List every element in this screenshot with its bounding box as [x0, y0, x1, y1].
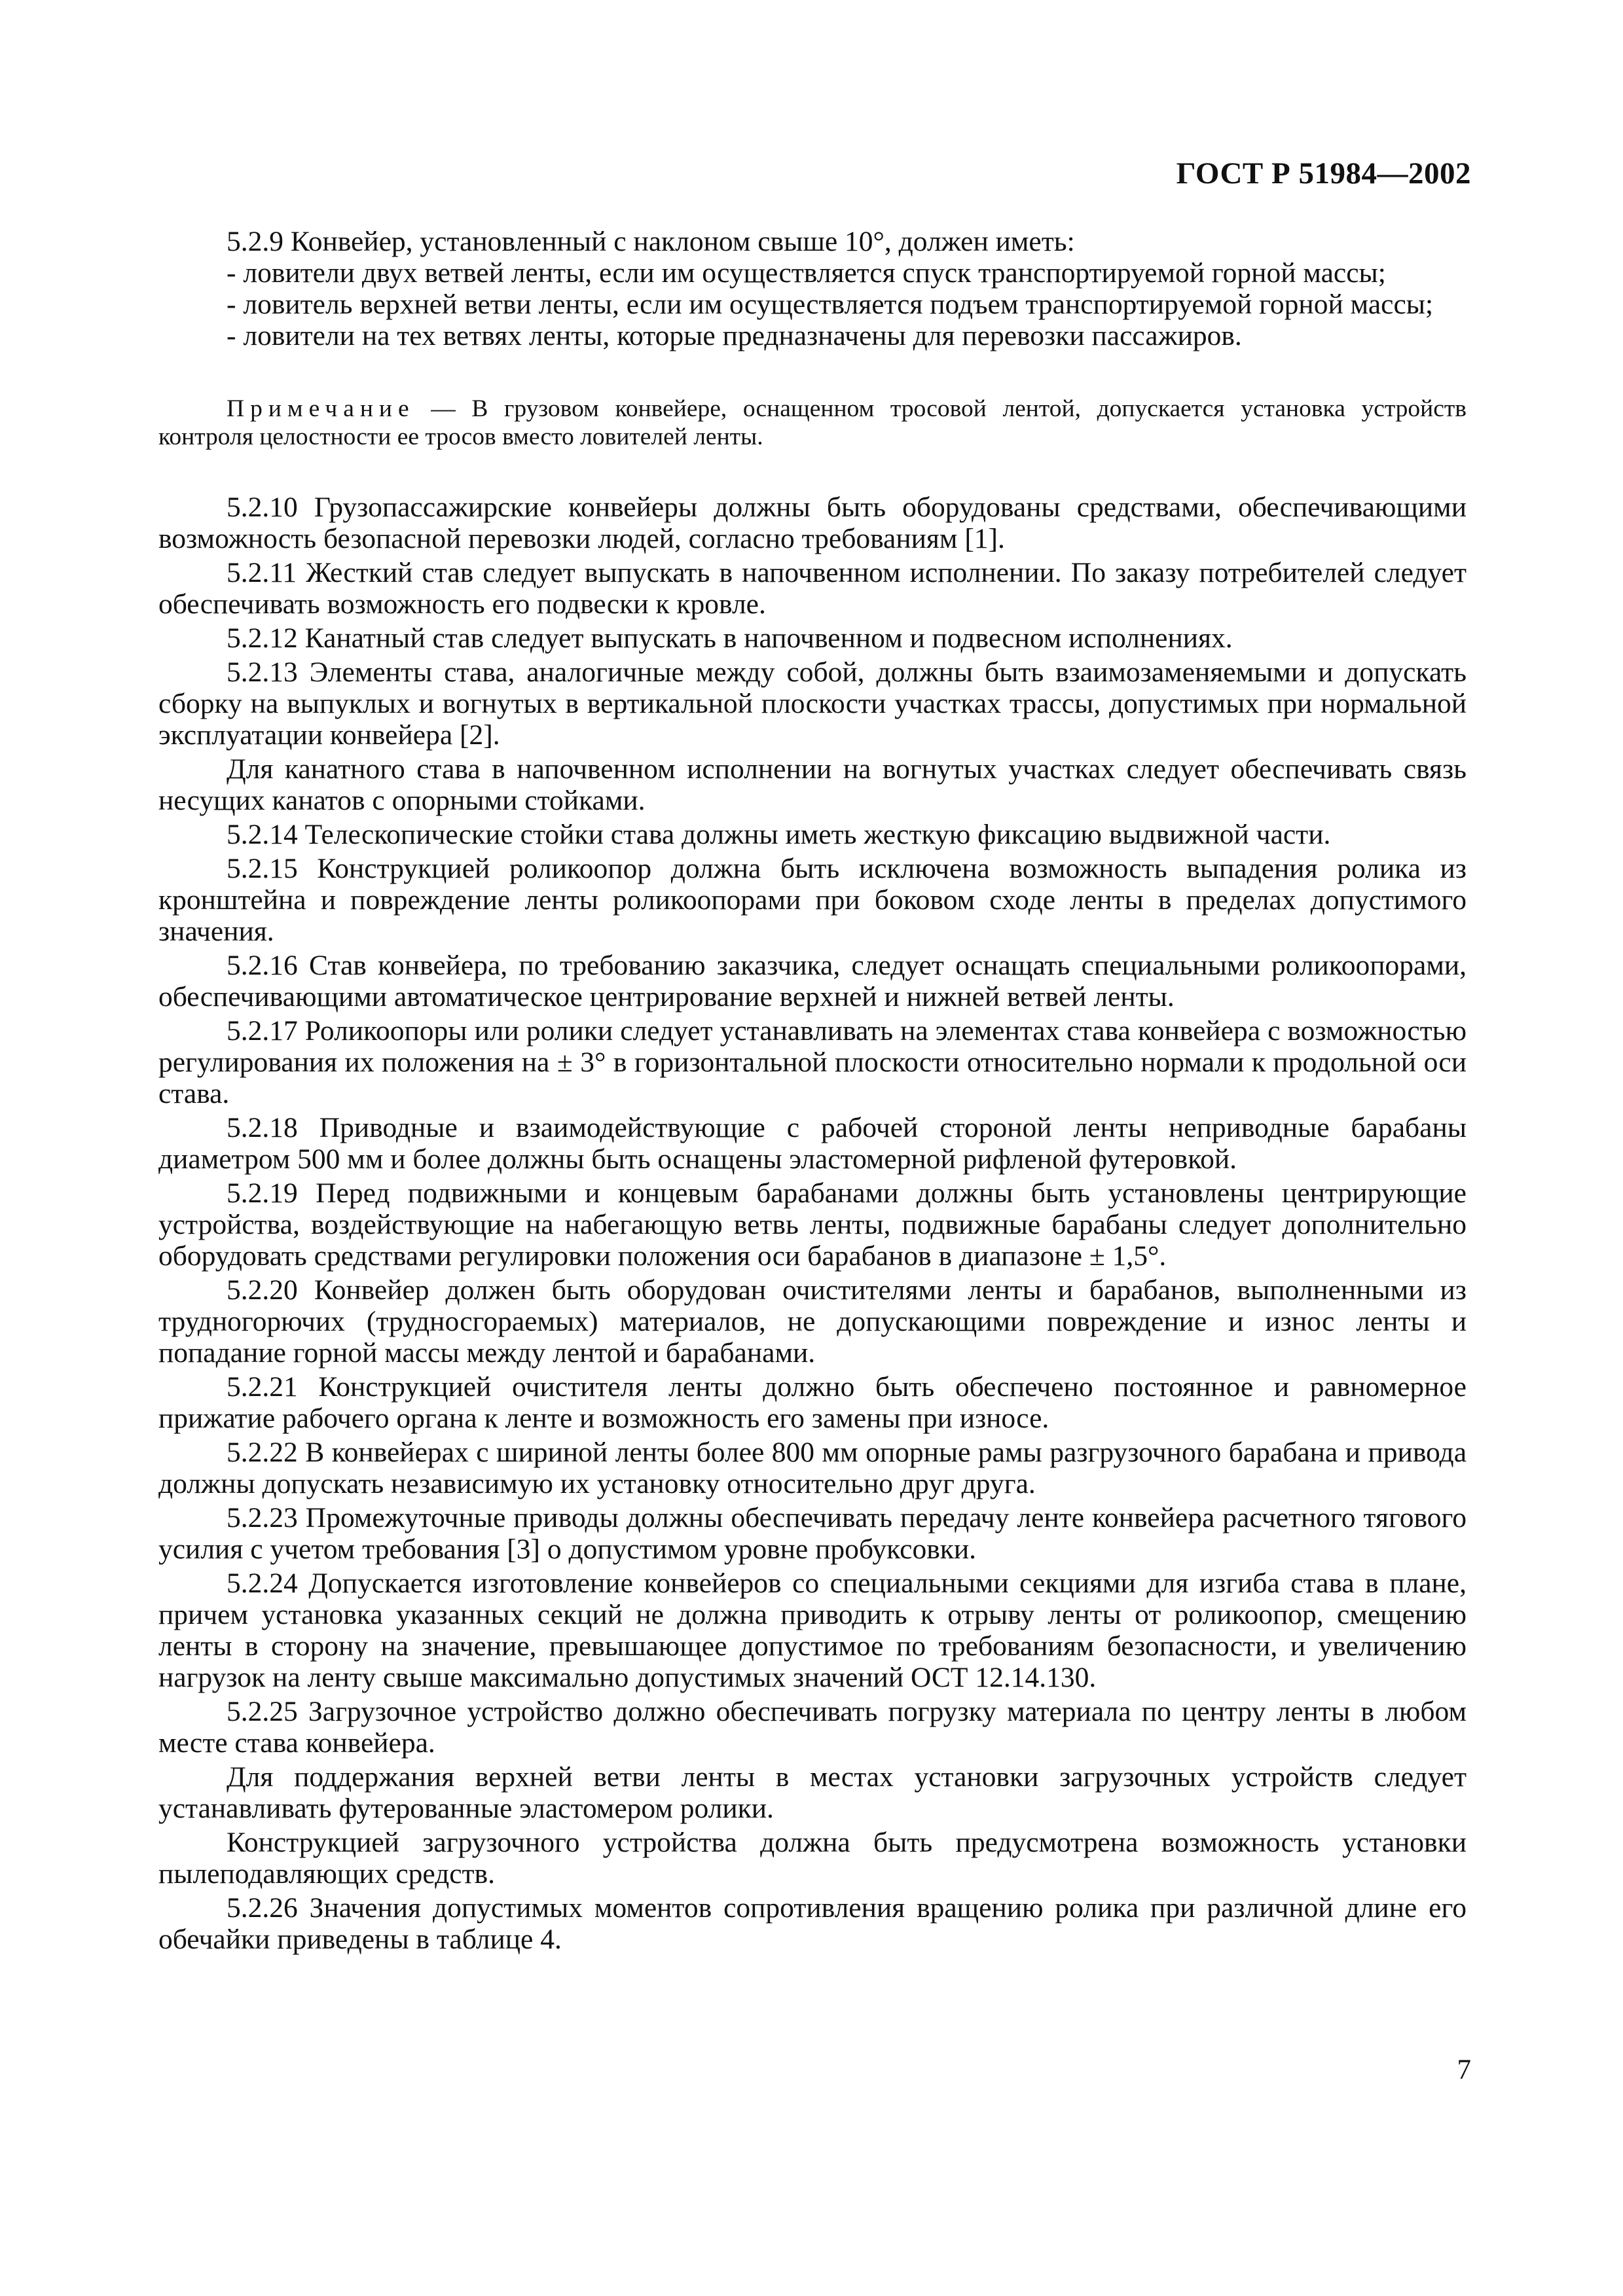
clause-5-2-13: 5.2.13 Элементы става, аналогичные между собой, должны быть взаимозаменяемыми и допускать сборку на выпуклых и вогнутых в вертикальной плоскости участках трассы, допустимых при нормальной эксплуатации конвейера [2]. — [158, 656, 1467, 751]
clause-5-2-9: 5.2.9 Конвейер, установленный с наклоном свыше 10°, должен иметь: — [227, 226, 1075, 257]
list-item: - ловитель верхней ветви ленты, если им осуществляется подъем транспортируемой горной массы; — [227, 289, 1434, 320]
list-item: - ловители двух ветвей ленты, если им осуществляется спуск транспортируемой горной массы; — [227, 257, 1386, 289]
paragraph: Для канатного става в напочвенном исполнении на вогнутых участках следует обеспечивать связь несущих канатов с опорными стойками. — [158, 753, 1467, 816]
clause-5-2-11: 5.2.11 Жесткий став следует выпускать в напочвенном исполнении. По заказу потребителей следует обеспечивать возможность его подвески к кровле. — [158, 557, 1467, 620]
paragraph: Конструкцией загрузочного устройства должна быть предусмотрена возможность установки пылеподавляющих средств. — [158, 1827, 1467, 1890]
clause-5-2-17: 5.2.17 Роликоопоры или ролики следует устанавливать на элементах става конвейера с возможностью регулирования их положения на ± 3° в горизонтальной плоскости относительно нормали к продольной оси става. — [158, 1015, 1467, 1109]
clause-5-2-18: 5.2.18 Приводные и взаимодействующие с рабочей стороной ленты неприводные барабаны диаметром 500 мм и более должны быть оснащены эластомерной рифленой футеровкой. — [158, 1112, 1467, 1175]
note-text: В грузовом конвейере, оснащенном тросовой лентой, допускается установка устройств контроля целостности ее тросов вместо ловителей ленты. — [158, 395, 1467, 450]
note-dash: — — [414, 395, 472, 422]
clause-5-2-15: 5.2.15 Конструкцией роликоопор должна быть исключена возможность выпадения ролика из кронштейна и повреждение ленты роликоопорами при боковом сходе ленты в пределах допустимого значения. — [158, 853, 1467, 947]
list-item: - ловители на тех ветвях ленты, которые предназначены для перевозки пассажиров. — [227, 320, 1242, 351]
note-label: Примечание — [227, 395, 415, 422]
clause-5-2-16: 5.2.16 Став конвейера, по требованию заказчика, следует оснащать специальными роликоопорами, обеспечивающими автоматическое центрирование верхней и нижней ветвей ленты. — [158, 950, 1467, 1013]
note — [158, 395, 1467, 451]
clause-5-2-21: 5.2.21 Конструкцией очистителя ленты должно быть обеспечено постоянное и равномерное прижатие рабочего органа к ленте и возможность его замены при износе. — [158, 1371, 1467, 1434]
clause-5-2-10: 5.2.10 Грузопассажирские конвейеры должны быть оборудованы средствами, обеспечивающими возможность безопасной перевозки людей, согласно требованиям [1]. — [158, 492, 1467, 554]
clause-5-2-23: 5.2.23 Промежуточные приводы должны обеспечивать передачу ленте конвейера расчетного тягового усилия с учетом требования [3] о допустимом уровне пробуксовки. — [158, 1502, 1467, 1565]
page-number: 7 — [1457, 2054, 1471, 2085]
clause-5-2-26: 5.2.26 Значения допустимых моментов сопротивления вращению ролика при различной длине его обечайки приведены в таблице 4. — [158, 1892, 1467, 1955]
document-header: ГОСТ Р 51984—2002 — [1176, 156, 1471, 190]
clause-5-2-19: 5.2.19 Перед подвижными и концевым барабанами должны быть установлены центрирующие устройства, воздействующие на набегающую ветвь ленты, подвижные барабаны следует дополнительно оборудовать средствами регулировки положения оси барабанов в диапазоне ± 1,5°. — [158, 1177, 1467, 1272]
clause-5-2-22: 5.2.22 В конвейерах с шириной ленты более 800 мм опорные рамы разгрузочного барабана и привода должны допускать независимую их установку относительно друг друга. — [158, 1437, 1467, 1499]
clause-5-2-12: 5.2.12 Канатный став следует выпускать в напочвенном и подвесном исполнениях. — [227, 622, 1233, 654]
page-content — [158, 226, 1467, 1958]
clause-5-2-20: 5.2.20 Конвейер должен быть оборудован очистителями ленты и барабанов, выполненными из трудногорючих (трудносгораемых) материалов, не допускающими повреждение и износ ленты и попадание горной массы между лентой и барабанами. — [158, 1274, 1467, 1369]
clause-5-2-14: 5.2.14 Телескопические стойки става должны иметь жесткую фиксацию выдвижной части. — [227, 819, 1331, 850]
clause-5-2-25: 5.2.25 Загрузочное устройство должно обеспечивать погрузку материала по центру ленты в любом месте става конвейера. — [158, 1696, 1467, 1759]
paragraph: Для поддержания верхней ветви ленты в местах установки загрузочных устройств следует устанавливать футерованные эластомером ролики. — [158, 1761, 1467, 1824]
clause-5-2-24: 5.2.24 Допускается изготовление конвейеров со специальными секциями для изгиба става в плане, причем установка указанных секций не должна приводить к отрыву ленты от роликоопор, смещению ленты в сторону на значение, превышающее допустимое по требованиям безопасности, и увеличению нагрузок на ленту свыше максимально допустимых значений ОСТ 12.14.130. — [158, 1568, 1467, 1693]
